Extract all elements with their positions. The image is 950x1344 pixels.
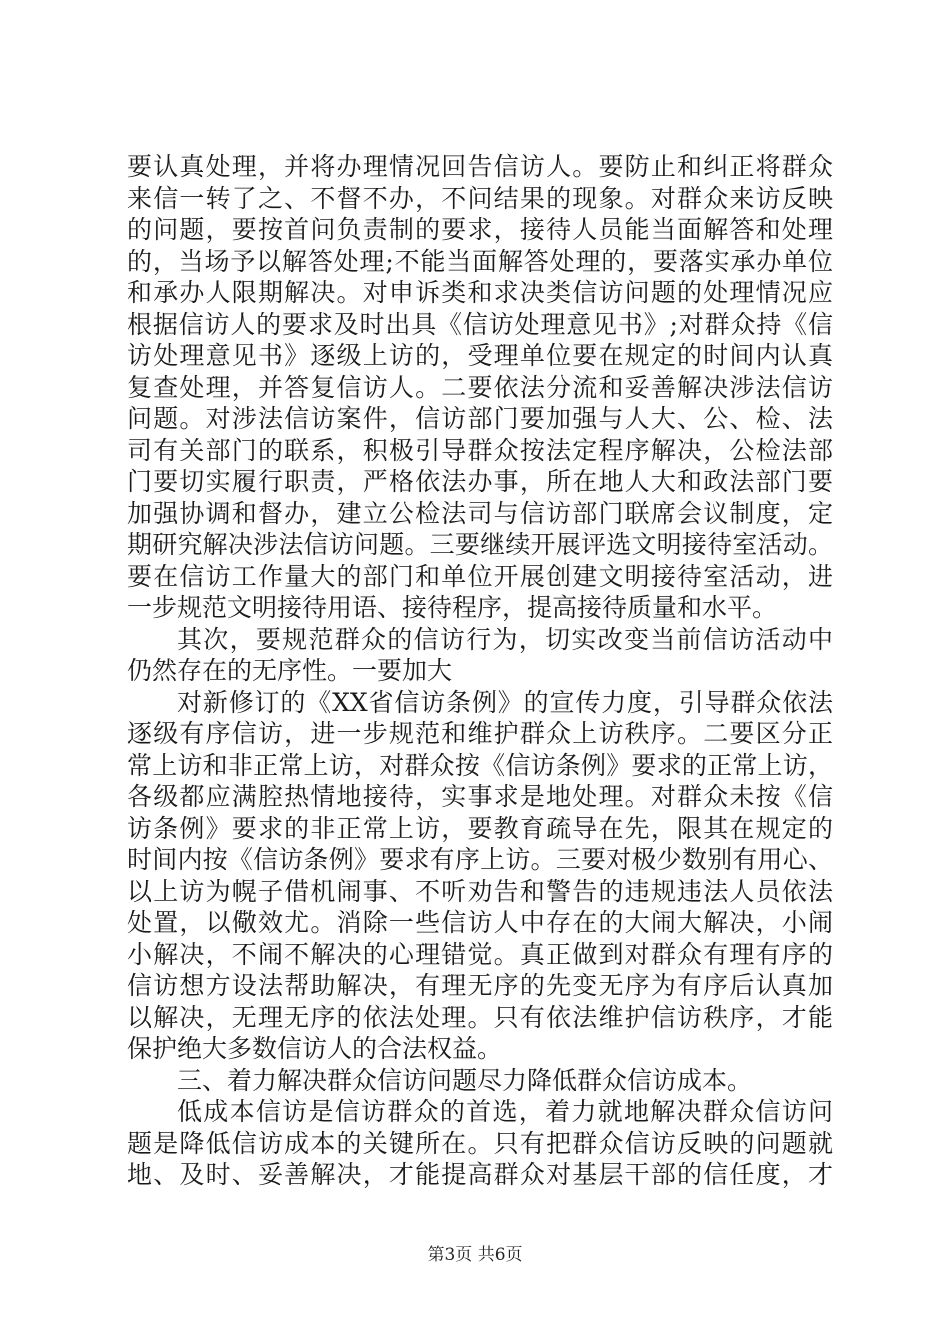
text-line: 各级都应满腔热情地接待，实事求是地处理。对群众未按《信 <box>127 782 833 811</box>
text-line: 加强协调和督办，建立公检法司与信访部门联席会议制度，定 <box>127 498 833 528</box>
text-line: 的问题，要按首问负责制的要求，接待人员能当面解答和处理 <box>127 215 833 244</box>
text-line: 小解决，不闹不解决的心理错觉。真正做到对群众有理有序的 <box>127 939 833 969</box>
text-line: 信访想方设法帮助解决，有理无序的先变无序为有序后认真加 <box>127 971 833 1000</box>
text-line: 时间内按《信访条例》要求有序上访。三要对极少数别有用心、 <box>127 845 833 874</box>
text-line: 访处理意见书》逐级上访的，受理单位要在规定的时间内认真 <box>127 341 833 370</box>
text-line: 题是降低信访成本的关键所在。只有把群众信访反映的问题就 <box>127 1128 833 1158</box>
text-line: 对新修订的《XX省信访条例》的宣传力度，引导群众依法 <box>177 687 833 717</box>
text-line: 的，当场予以解答处理;不能当面解答处理的，要落实承办单位 <box>127 246 833 276</box>
text-line: 常上访和非正常上访，对群众按《信访条例》要求的正常上访， <box>127 750 833 780</box>
text-line: 门要切实履行职责，严格依法办事，所在地人大和政法部门要 <box>127 467 833 496</box>
text-line: 处置，以儆效尤。消除一些信访人中存在的大闹大解决，小闹 <box>127 908 833 937</box>
text-line: 复查处理，并答复信访人。二要依法分流和妥善解决涉法信访 <box>127 372 833 402</box>
text-line: 和承办人限期解决。对申诉类和求决类信访问题的处理情况应 <box>127 278 833 307</box>
text-line: 一步规范文明接待用语、接待程序，提高接待质量和水平。 <box>127 593 778 622</box>
text-line: 其次，要规范群众的信访行为，切实改变当前信访活动中 <box>177 624 833 654</box>
document-body <box>127 151 833 1191</box>
text-line: 要在信访工作量大的部门和单位开展创建文明接待室活动，进 <box>127 561 833 591</box>
text-line: 以上访为幌子借机闹事、不听劝告和警告的违规违法人员依法 <box>127 876 833 906</box>
text-line: 来信一转了之、不督不办，不问结果的现象。对群众来访反映 <box>127 183 833 213</box>
text-line: 三、着力解决群众信访问题尽力降低群众信访成本。 <box>177 1065 753 1095</box>
text-line: 保护绝大多数信访人的合法权益。 <box>127 1034 503 1063</box>
text-line: 逐级有序信访，进一步规范和维护群众上访秩序。二要区分正 <box>127 719 833 748</box>
text-line: 司有关部门的联系，积极引导群众按法定程序解决，公检法部 <box>127 435 833 465</box>
text-line: 地、及时、妥善解决，才能提高群众对基层干部的信任度，才 <box>127 1160 833 1189</box>
text-line: 根据信访人的要求及时出具《信访处理意见书》;对群众持《信 <box>127 309 833 339</box>
page-footer: 第3页 共6页 <box>427 1245 523 1265</box>
text-line: 要认真处理，并将办理情况回告信访人。要防止和纠正将群众 <box>127 152 833 181</box>
text-line: 期研究解决涉法信访问题。三要继续开展评选文明接待室活动。 <box>127 530 833 559</box>
text-line: 低成本信访是信访群众的首选，着力就地解决群众信访问 <box>177 1097 833 1126</box>
text-line: 以解决，无理无序的依法处理。只有依法维护信访秩序，才能 <box>127 1002 833 1032</box>
text-line: 仍然存在的无序性。一要加大 <box>127 656 453 685</box>
text-line: 问题。对涉法信访案件，信访部门要加强与人大、公、检、法 <box>127 404 833 433</box>
text-line: 访条例》要求的非正常上访，要教育疏导在先，限其在规定的 <box>127 813 833 843</box>
